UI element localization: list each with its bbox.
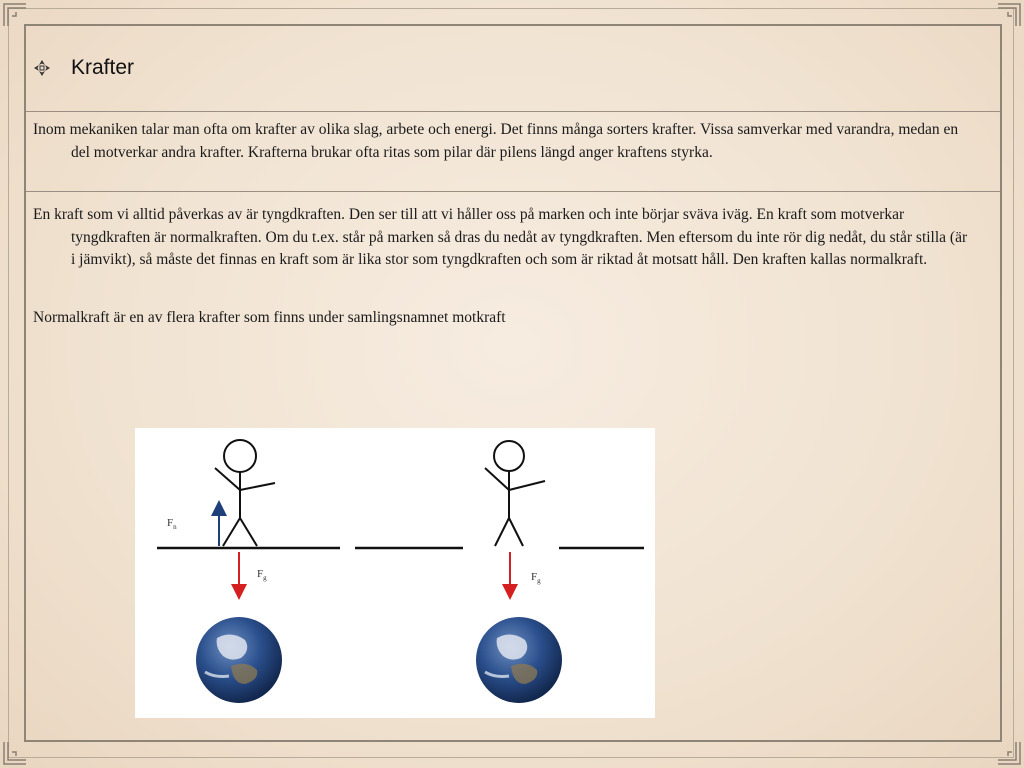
paragraph-counterforce: Normalkraft är en av flera krafter som finns under samlingsnamnet motkraft [33, 309, 506, 326]
gravity-label: $F_g$ [531, 571, 541, 585]
ornament-bullet-icon [33, 59, 51, 77]
gravity-label: $F_g$ [257, 568, 267, 582]
earth-icon [196, 617, 282, 703]
normal-force-label: $F_n$ [167, 517, 177, 531]
paragraph-gravity: En kraft som vi alltid påverkas av är tyngdkraften. Den ser till att vi håller oss på marken och inte börjar sväva iväg. En kraft som motverkar tyngdkraften är normalkraften. Om du t.ex. står på marken så dras du nedåt av tyngdkraften. Men eftersom du inte rör dig nedåt, du står stilla (är i jämvikt), så måste det finnas en kraft som är lika stor som tyngdkraften och som är riktad åt motsatt håll. Den kraften kallas normalkraft. [33, 206, 968, 268]
divider [26, 111, 1000, 112]
corner-ornament-icon [2, 740, 28, 766]
earth-icon [476, 617, 562, 703]
corner-ornament-icon [996, 2, 1022, 28]
force-diagram [135, 428, 655, 718]
stick-figure-floating [485, 441, 545, 546]
paragraph-intro: Inom mekaniken talar man ofta om krafter av olika slag, arbete och energi. Det finns många sorters krafter. Vissa samverkar med varandra, medan en del motverkar andra krafter. Krafterna brukar ofta ritas som pilar där pilens längd anger kraftens styrka. [33, 121, 959, 161]
corner-ornament-icon [996, 740, 1022, 766]
corner-ornament-icon [2, 2, 28, 28]
slide-title: Krafter [71, 56, 135, 79]
title-row [33, 56, 134, 80]
divider [26, 191, 1000, 192]
stick-figure-standing [215, 440, 275, 546]
